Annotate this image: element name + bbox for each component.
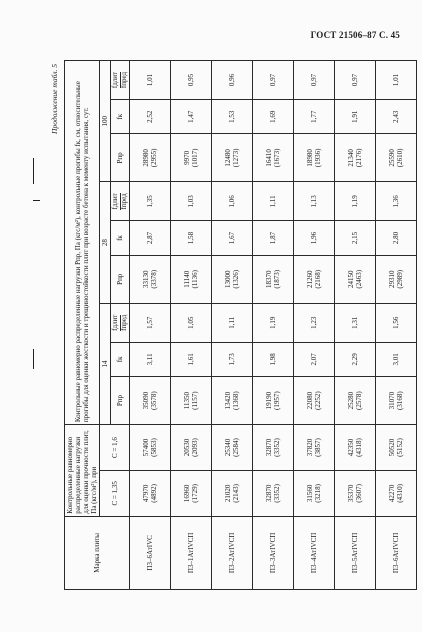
ppr-28-cell: 33130 (3378) — [129, 255, 170, 303]
ppr-28-cell: 11140 (1136) — [170, 255, 211, 303]
brand-cell: П3–6АтIVС — [129, 516, 170, 589]
brand-cell: П3–5АтIVСП — [334, 516, 375, 589]
fk-100-cell: 2,52 — [129, 100, 170, 134]
brand-cell: П3–3АтIVСП — [252, 516, 293, 589]
load-c135-cell: 42270 (4310) — [375, 470, 416, 516]
rotated-table-area — [50, 60, 404, 590]
group-header: Контрольные равномерно распределенные нагрузки Pпр, Па (кгс/м²), контрольные прогибы fк, см, относительные прогибы для оценки жесткости и трещиностойкости плит при возрасте бетона к моменту испытания, сут. — [65, 61, 100, 425]
c135-header: C = 1,35 — [100, 470, 130, 516]
ratio-14-cell: 1,05 — [170, 303, 211, 342]
ratio-28-cell: 1,35 — [129, 182, 170, 221]
fk-header: fк — [111, 221, 130, 255]
page-header: ГОСТ 21506–87 С. 45 — [310, 30, 400, 40]
ratio-header: fдлит fпред — [111, 61, 130, 100]
ppr-header: Pпр — [111, 255, 130, 303]
brand-cell: П3–6АтIVСП — [375, 516, 416, 589]
ratio-header: fдлит fпред — [111, 182, 130, 221]
ppr-100-cell: 9970 (1017) — [170, 134, 211, 182]
ratio-100-cell: 1,01 — [375, 61, 416, 100]
fk-14-cell: 3,11 — [129, 342, 170, 376]
ppr-100-cell: 25590 (2610) — [375, 134, 416, 182]
load-table — [64, 60, 417, 590]
fk-header: fк — [111, 100, 130, 134]
age-header: 14 — [100, 303, 111, 424]
ppr-28-cell: 13000 (1326) — [211, 255, 252, 303]
fk-14-cell: 2,07 — [293, 342, 334, 376]
table-row — [252, 61, 293, 590]
fk-28-cell: 1,67 — [211, 221, 252, 255]
ppr-100-cell: 12480 (1273) — [211, 134, 252, 182]
ratio-28-cell: 1,03 — [170, 182, 211, 221]
ratio-100-cell: 0,97 — [293, 61, 334, 100]
fk-100-cell: 1,69 — [252, 100, 293, 134]
load-c16-cell: 50520 (5152) — [375, 425, 416, 471]
ratio-28-cell: 1,19 — [334, 182, 375, 221]
brand-cell: П3–1АтIVСП — [170, 516, 211, 589]
ratio-100-cell: 0,96 — [211, 61, 252, 100]
control-load-header: Контрольные равномерно распределенные нагрузки для оценки прочности плит, Па (кгс/м²), при — [65, 425, 100, 517]
table-continuation-label: Продолжение табл. 5 — [50, 64, 59, 134]
ppr-14-cell: 25280 (2578) — [334, 377, 375, 425]
table-row — [334, 61, 375, 590]
load-c135-cell: 32870 (3352) — [252, 470, 293, 516]
fk-14-cell: 2,29 — [334, 342, 375, 376]
ratio-28-cell: 1,11 — [252, 182, 293, 221]
ppr-28-cell: 18370 (1873) — [252, 255, 293, 303]
fk-100-cell: 1,77 — [293, 100, 334, 134]
table-row — [170, 61, 211, 590]
load-c16-cell: 57400 (5853) — [129, 425, 170, 471]
fk-14-cell: 1,61 — [170, 342, 211, 376]
fk-100-cell: 2,43 — [375, 100, 416, 134]
fk-100-cell: 1,47 — [170, 100, 211, 134]
ppr-100-cell: 18980 (1936) — [293, 134, 334, 182]
load-c16-cell: 42350 (4318) — [334, 425, 375, 471]
ppr-100-cell: 16410 (1673) — [252, 134, 293, 182]
ratio-28-cell: 1,36 — [375, 182, 416, 221]
scan-artifact-line — [33, 158, 34, 184]
ppr-14-cell: 19190 (1957) — [252, 377, 293, 425]
ratio-28-cell: 1,06 — [211, 182, 252, 221]
brand-cell: П3–4АтIVСП — [293, 516, 334, 589]
ppr-28-cell: 29310 (2989) — [375, 255, 416, 303]
ppr-28-cell: 24150 (2463) — [334, 255, 375, 303]
table-row — [211, 61, 252, 590]
ratio-28-cell: 1,13 — [293, 182, 334, 221]
ppr-14-cell: 13420 (1368) — [211, 377, 252, 425]
load-c16-cell: 20530 (2093) — [170, 425, 211, 471]
load-c135-cell: 47970 (4892) — [129, 470, 170, 516]
fk-28-cell: 2,15 — [334, 221, 375, 255]
scan-artifact-tick — [33, 200, 40, 201]
ppr-14-cell: 31070 (3168) — [375, 377, 416, 425]
ratio-14-cell: 1,31 — [334, 303, 375, 342]
ratio-100-cell: 0,97 — [252, 61, 293, 100]
load-c135-cell: 16960 (1729) — [170, 470, 211, 516]
ratio-100-cell: 0,95 — [170, 61, 211, 100]
fk-14-cell: 1,98 — [252, 342, 293, 376]
age-header: 100 — [100, 61, 111, 182]
fk-14-cell: 1,73 — [211, 342, 252, 376]
ratio-14-cell: 1,19 — [252, 303, 293, 342]
c16-header: C = 1,6 — [100, 425, 130, 471]
load-c16-cell: 32870 (3352) — [252, 425, 293, 471]
ratio-14-cell: 1,56 — [375, 303, 416, 342]
ppr-100-cell: 28980 (2955) — [129, 134, 170, 182]
fk-28-cell: 2,80 — [375, 221, 416, 255]
ratio-header: fдлит fпред — [111, 303, 130, 342]
load-c135-cell: 21020 (2143) — [211, 470, 252, 516]
ppr-100-cell: 21340 (2176) — [334, 134, 375, 182]
fk-28-cell: 1,87 — [252, 221, 293, 255]
ratio-14-cell: 1,23 — [293, 303, 334, 342]
load-c16-cell: 25340 (2584) — [211, 425, 252, 471]
ppr-28-cell: 21260 (2168) — [293, 255, 334, 303]
scan-artifact-line — [33, 349, 34, 369]
fk-header: fк — [111, 342, 130, 376]
ratio-100-cell: 0,97 — [334, 61, 375, 100]
table-row — [129, 61, 170, 590]
fk-28-cell: 1,58 — [170, 221, 211, 255]
fk-28-cell: 1,96 — [293, 221, 334, 255]
ppr-header: Pпр — [111, 377, 130, 425]
ratio-14-cell: 1,11 — [211, 303, 252, 342]
load-c135-cell: 31560 (3218) — [293, 470, 334, 516]
ppr-14-cell: 22080 (2252) — [293, 377, 334, 425]
fk-14-cell: 3,01 — [375, 342, 416, 376]
fk-100-cell: 1,53 — [211, 100, 252, 134]
brand-header: Марка плиты — [65, 516, 130, 589]
fk-28-cell: 2,87 — [129, 221, 170, 255]
fk-100-cell: 1,91 — [334, 100, 375, 134]
ppr-14-cell: 35090 (3578) — [129, 377, 170, 425]
brand-cell: П3–2АтIVСП — [211, 516, 252, 589]
table-row — [375, 61, 416, 590]
load-c135-cell: 35370 (3607) — [334, 470, 375, 516]
ppr-14-cell: 11350 (1157) — [170, 377, 211, 425]
load-c16-cell: 37820 (3857) — [293, 425, 334, 471]
ppr-header: Pпр — [111, 134, 130, 182]
ratio-100-cell: 1,01 — [129, 61, 170, 100]
ratio-14-cell: 1,57 — [129, 303, 170, 342]
age-header: 28 — [100, 182, 111, 303]
table-row — [293, 61, 334, 590]
